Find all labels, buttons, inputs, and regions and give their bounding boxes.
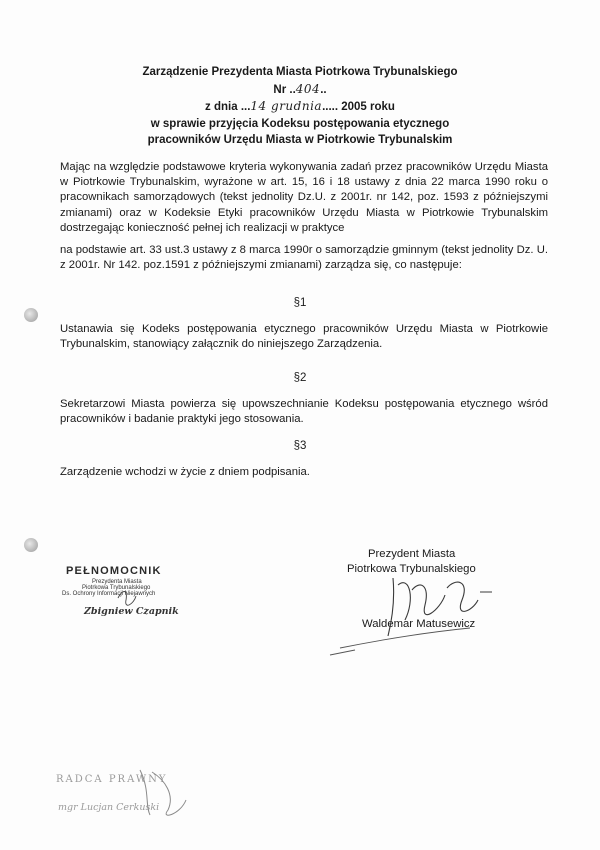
preamble-paragraph: Mając na względzie podstawowe kryteria wykonywania zadań przez pracowników Urzędu Miasta w Piotrkowie Trybunalskim, wyrażone w art. 15, 16 i 18 ustawy z dnia 22 marca 1990 roku o pracownikach samorządowych (tekst jednolity Dz.U. z 2001r. nr 142, poz. 1593 z późniejszymi zmianami) oraz w Kodeksie Etyki pracowników Urzędu Miasta w Piotrkowie Trybunalskim dostrzegając konieczność pełnej ich realizacji w praktyce [60, 161, 548, 234]
section-3-text: Zarządzenie wchodzi w życie z dniem podpisania. [60, 466, 310, 478]
mayor-signature-flourish [340, 628, 470, 648]
stamp-title: PEŁNOMOCNIK [66, 565, 162, 577]
stamp-line: Ds. Ochrony Informacji Niejawnych [62, 591, 156, 597]
title-line-4: pracowników Urzędu Miasta w Piotrkowie Trybunalskim [147, 134, 453, 146]
section-2-text: Sekretarzowi Miasta powierza się upowszechnianie Kodeksu postępowania etycznego wśród pracowników i badanie praktyki jego stosowania. [60, 398, 548, 426]
signer-title-1: Prezydent Miasta [368, 548, 456, 560]
legal-advisor-stamp [56, 770, 256, 830]
section-3-label: §3 [293, 440, 307, 452]
legal-basis-paragraph: na podstawie art. 33 ust.3 ustawy z 8 marca 1990r o samorządzie gminnym (tekst jednolity Dz. U. z 2001r. Nr 142. poz.1591 z późniejszymi zmianami) zarządza się, co następuje: [60, 244, 548, 272]
section-1-label: §1 [293, 297, 307, 309]
date-prefix: z dnia [205, 101, 238, 113]
signer-title-2: Piotrkowa Trybunalskiego [347, 563, 476, 575]
document-title [0, 64, 600, 149]
number-value: 404 [295, 81, 321, 96]
date-value: 14 grudnia [250, 99, 323, 113]
title-date-line: z dnia ...14 grudnia..... 2005 roku [205, 99, 395, 113]
title-line-3: w sprawie przyjęcia Kodeksu postępowania etycznego [150, 117, 450, 130]
title-line-1: Zarządzenie Prezydenta Miasta Piotrkowa Trybunalskiego [142, 66, 458, 78]
section-2-label: §2 [293, 372, 307, 384]
plenipotentiary-stamp [58, 563, 198, 625]
stamp-line: Prezydenta Miasta [92, 579, 142, 585]
legal-advisor-name: mgr Lucjan Cerkuski [58, 802, 160, 813]
stamp-name: Zbigniew Czapnik [84, 606, 179, 617]
punch-hole [24, 538, 38, 552]
date-suffix: 2005 roku [341, 101, 395, 113]
title-number-line: Nr ..404.. [273, 81, 327, 96]
signer-name: Waldemar Matusewicz [362, 618, 476, 630]
punch-hole [24, 308, 38, 322]
legal-advisor-title: RADCA PRAWNY [56, 774, 168, 785]
mayor-signature-tail [330, 650, 355, 655]
number-prefix: Nr [273, 83, 287, 96]
stamp-line: Piotrkowa Trybunalskiego [82, 585, 151, 591]
section-1-text: Ustanawia się Kodeks postępowania etycznego pracowników Urzędu Miasta w Piotrkowie Trybunalskim, stanowiący załącznik do niniejszego Zarządzenia. [60, 323, 548, 351]
